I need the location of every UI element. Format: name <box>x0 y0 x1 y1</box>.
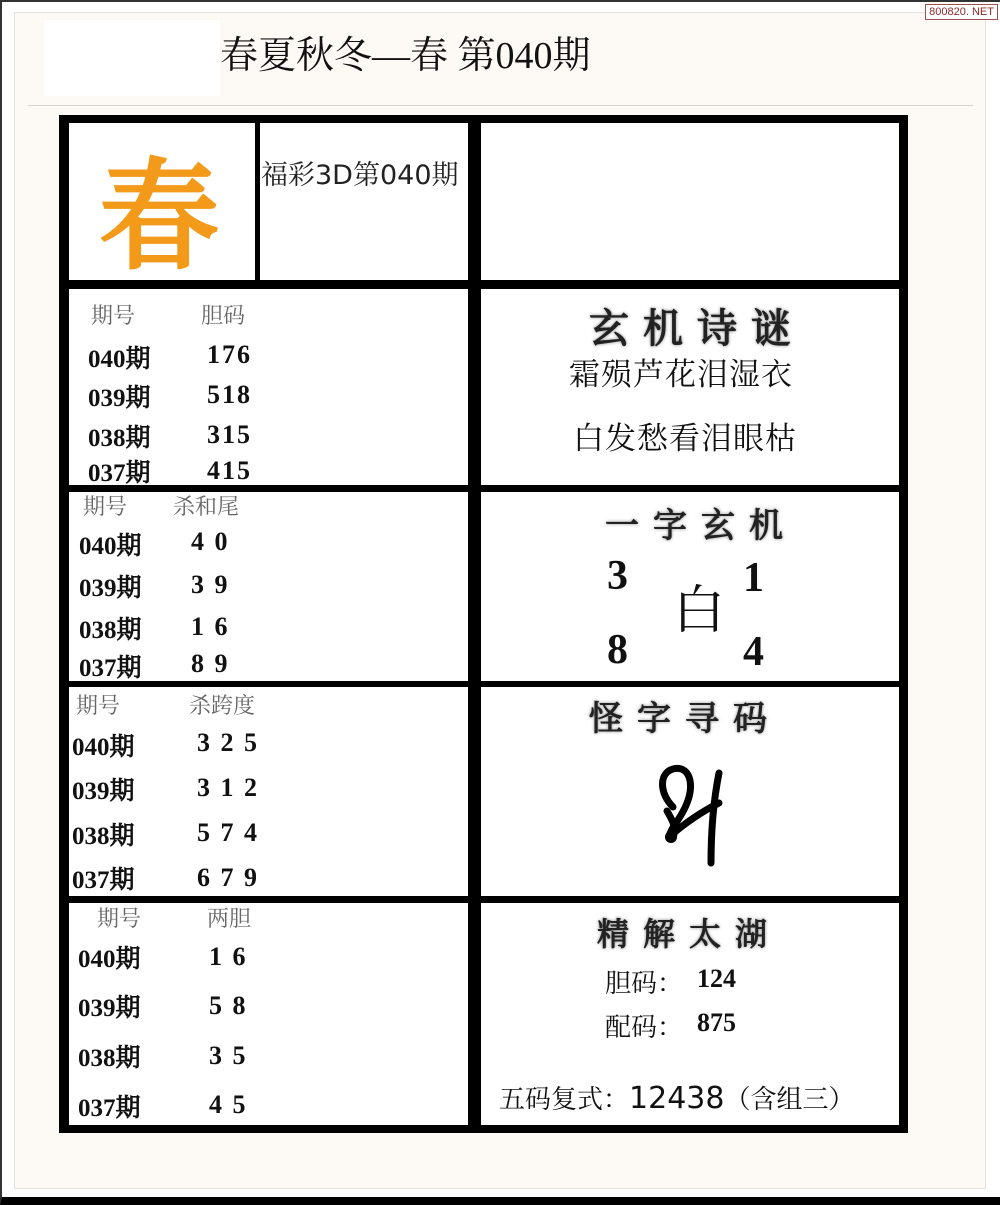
num-top-left: 3 <box>607 553 628 599</box>
riddle-line-2: 白发愁看泪眼枯 <box>573 421 797 457</box>
table-row-issue: 038期 <box>78 1045 141 1072</box>
riddle-panel <box>481 289 899 485</box>
table-row-value: 3 1 2 <box>197 773 259 802</box>
table-header-value: 杀跨度 <box>189 694 256 719</box>
dan-label: 胆码： <box>605 969 684 999</box>
table-sha-kua-du <box>69 687 468 896</box>
clue-char: 白 <box>673 581 726 641</box>
table-row-issue: 039期 <box>88 385 151 412</box>
table-row-issue: 038期 <box>79 617 142 644</box>
season-char: 春 <box>99 146 219 287</box>
table-header-issue: 期号 <box>91 304 136 329</box>
page-title: 春夏秋冬—春 第040期 <box>220 35 591 77</box>
five-code-label: 五码复式： <box>499 1085 630 1115</box>
table-liang-dan <box>69 903 468 1125</box>
forecast-board <box>59 115 908 1133</box>
table-row-issue: 040期 <box>88 346 151 373</box>
issue-label: 福彩3D第040期 <box>261 160 459 191</box>
num-bottom-right: 4 <box>743 629 764 675</box>
table-row-value: 4 0 <box>191 527 230 556</box>
table-row-issue: 039期 <box>79 575 142 602</box>
strange-char-panel <box>481 687 899 896</box>
pei-value: 875 <box>697 1008 736 1037</box>
table-row-value: 176 <box>207 340 252 369</box>
table-row-issue: 040期 <box>72 734 135 761</box>
table-header-issue: 期号 <box>83 495 128 520</box>
taihu-panel <box>481 903 899 1125</box>
table-row-value: 1 6 <box>209 942 248 971</box>
table-row-value: 4 5 <box>209 1090 248 1119</box>
table-row-value: 8 9 <box>191 649 230 678</box>
table-header-issue: 期号 <box>97 907 142 932</box>
five-code-value: 12438 <box>629 1081 725 1116</box>
table-row-issue: 037期 <box>79 655 142 682</box>
table-row-issue: 040期 <box>78 946 141 973</box>
five-code-note: （含组三） <box>724 1085 855 1115</box>
riddle-title: 玄机诗谜 <box>589 305 805 352</box>
table-header-value: 胆码 <box>201 304 246 329</box>
table-header-value: 两胆 <box>207 907 252 932</box>
riddle-line-1: 霜殒芦花泪湿衣 <box>569 357 793 393</box>
table-row-value: 518 <box>207 380 252 409</box>
table-row-value: 3 2 5 <box>197 728 259 757</box>
table-row-issue: 037期 <box>88 460 151 487</box>
table-row-issue: 039期 <box>78 995 141 1022</box>
title-left-blank <box>44 20 220 96</box>
table-row-value: 3 9 <box>191 570 230 599</box>
taihu-title: 精解太湖 <box>597 915 782 953</box>
one-char-panel <box>481 492 899 681</box>
one-char-title: 一字玄机 <box>605 506 797 546</box>
table-row-issue: 040期 <box>79 533 142 560</box>
table-row-issue: 039期 <box>72 778 135 805</box>
table-header-issue: 期号 <box>76 694 121 719</box>
table-row-value: 6 7 9 <box>197 863 259 892</box>
table-row-value: 5 7 4 <box>197 818 259 847</box>
season-cell <box>69 123 255 287</box>
num-top-right: 1 <box>743 555 764 601</box>
dan-value: 124 <box>697 964 736 993</box>
table-row-value: 1 6 <box>191 612 230 641</box>
header-right-cell <box>481 123 899 280</box>
table-row-value: 315 <box>207 420 252 449</box>
five-code-line <box>499 1079 854 1116</box>
table-dan-ma <box>69 289 468 485</box>
issue-cell <box>260 123 468 280</box>
table-sha-he-wei <box>69 492 468 681</box>
table-row-issue: 038期 <box>72 823 135 850</box>
watermark: 800820. NET <box>925 4 998 20</box>
strange-char-title: 怪字寻码 <box>589 699 781 739</box>
pei-label: 配码： <box>605 1013 684 1043</box>
title-divider <box>28 105 973 106</box>
table-row-value: 415 <box>207 456 252 485</box>
handwritten-glyph-icon <box>651 763 741 873</box>
table-row-issue: 038期 <box>88 425 151 452</box>
num-bottom-left: 8 <box>607 627 628 673</box>
table-header-value: 杀和尾 <box>173 495 240 520</box>
table-row-issue: 037期 <box>78 1095 141 1122</box>
table-row-issue: 037期 <box>72 867 135 894</box>
table-row-value: 5 8 <box>209 991 248 1020</box>
table-row-value: 3 5 <box>209 1041 248 1070</box>
